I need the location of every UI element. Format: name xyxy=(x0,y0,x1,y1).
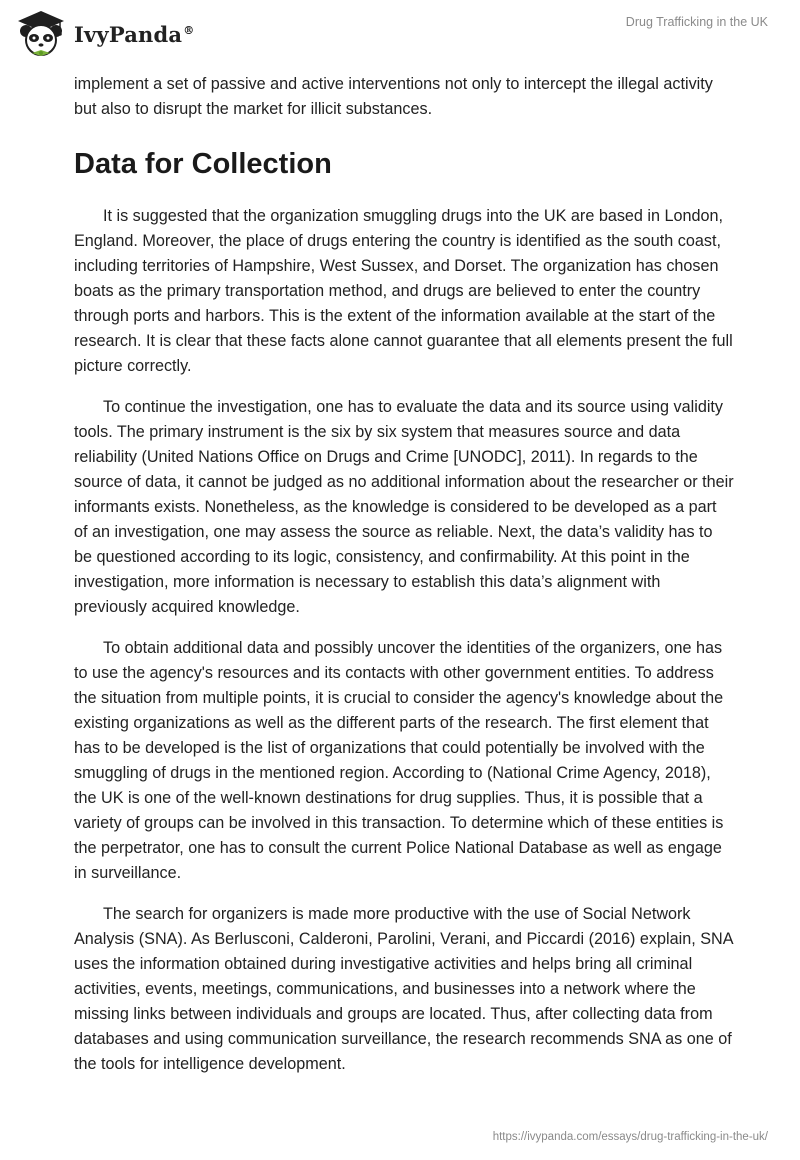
source-url-link[interactable]: https://ivypanda.com/essays/drug-trafficking-in-the-uk/ xyxy=(492,1131,768,1143)
panda-mascot-icon xyxy=(14,9,68,59)
paragraph: To obtain additional data and possibly uncover the identities of the organizers, one has to use the agency's resources and its contacts with other government entities. To address the situation from multiple points, it is crucial to consider the agency's knowledge about the existing organizations as well as the different parts of the research. The first element that has to be developed is the list of organizations that could potentially be involved with the smuggling of drugs in the mentioned region. According to (National Crime Agency, 2018), the UK is one of the well-known destinations for drug supplies. Thus, it is possible that a variety of groups can be involved in this transaction. To determine which of these entities is the perpetrator, one has to consult the current Police National Database as well as engage in surveillance. xyxy=(74,639,724,882)
section-heading: Data for Collection xyxy=(74,148,332,180)
ivypanda-logo[interactable] xyxy=(14,9,194,59)
paragraph: It is suggested that the organization smuggling drugs into the UK are based in London, England. Moreover, the place of drugs entering the country is identified as the south coast, including territories of Hampshire, West Sussex, and Dorset. The organization has chosen boats as the primary transportation method, and drugs are believed to enter the country through ports and harbors. This is the extent of the information available at the start of the research. It is clear that these facts alone cannot guarantee that all elements present the full picture correctly. xyxy=(74,207,733,375)
brand-name: IvyPanda® xyxy=(74,21,195,47)
paragraph: The search for organizers is made more productive with the use of Social Network Analysis (SNA). As Berlusconi, Calderoni, Parolini, Verani, and Piccardi (2016) explain, SNA uses the information obtained during investigative activities and helps bring all criminal activities, events, meetings, communications, and businesses into a network where the missing links between individuals and groups are located. Thus, after collecting data from databases and using communication surveillance, the research recommends SNA as one of the tools for intelligence development. xyxy=(74,905,733,1073)
essay-content xyxy=(74,72,734,1093)
continued-paragraph: implement a set of passive and active interventions not only to intercept the illegal activity but also to disrupt the market for illicit substances. xyxy=(74,75,713,118)
running-title: Drug Trafficking in the UK xyxy=(625,15,768,29)
page-header xyxy=(0,0,800,70)
paragraph: To continue the investigation, one has to evaluate the data and its source using validity tools. The primary instrument is the six by six system that measures source and data reliability (United Nations Office on Drugs and Crime [UNODC], 2011). In regards to the source of data, it cannot be judged as no additional information about the researcher or their informants exists. Nonetheless, as the knowledge is considered to be developed as a part of an investigation, one may assess the source as reliable. Next, the data’s validity has to be questioned according to its logic, consistency, and confirmability. At this point in the investigation, more information is necessary to establish this data’s alignment with previously acquired knowledge. xyxy=(74,398,734,616)
